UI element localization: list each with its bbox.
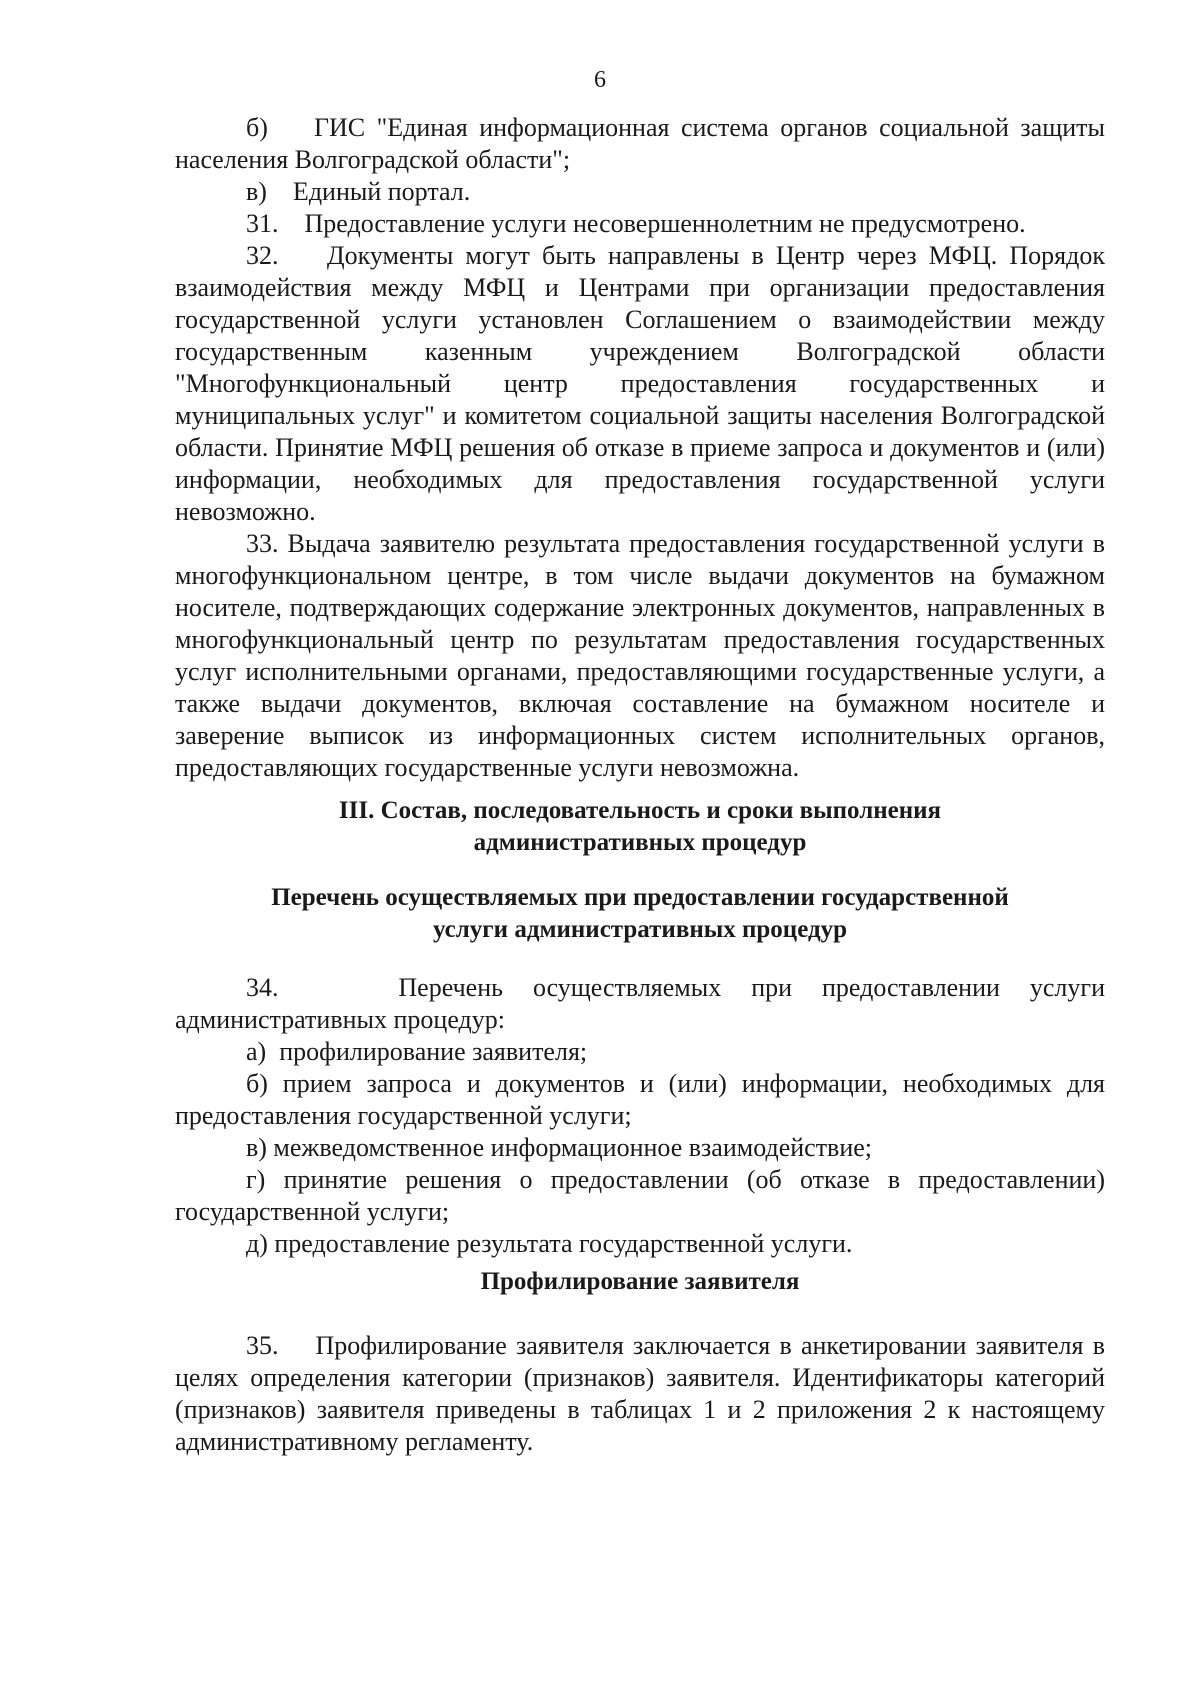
- profiling-heading: [175, 1266, 1105, 1298]
- section-heading-line-2: административных процедур: [473, 829, 807, 856]
- list-item-v-portal: в) Единый портал.: [246, 177, 471, 206]
- list-item-v: в) межведомственное информационное взаимодействие;: [246, 1133, 873, 1162]
- paragraph-33: 33. Выдача заявителю результата предоставления государственной услуги в многофункциональном центре, в том числе выдачи документов на бумажном носителе, подтверждающих содержание электронных документов, направленных в многофункциональный центр по результатам предоставления государственных услуг исполнительными органами, предоставляющими государственные услуги, а также выдачи документов, включая составление на бумажном носителе и заверение выписок из информационных систем исполнительных органов, предоставляющих государственные услуги невозможна.: [175, 529, 1105, 782]
- list-item-a: а) профилирование заявителя;: [246, 1037, 588, 1066]
- paragraph-31: 31. Предоставление услуги несовершеннолетним не предусмотрено.: [246, 209, 1026, 238]
- subsection-heading: [175, 882, 1105, 946]
- paragraph-34: 34. Перечень осуществляемых при предоставлении услуги административных процедур:: [175, 973, 1105, 1034]
- page-number: 6: [594, 67, 606, 93]
- list-item-d: д) предоставление результата государственной услуги.: [246, 1229, 853, 1258]
- section-heading: [175, 795, 1105, 859]
- procedures-list-block: [175, 972, 1105, 1260]
- paragraph-35: 35. Профилирование заявителя заключается в анкетировании заявителя в целях определения категории (признаков) заявителя. Идентификаторы категорий (признаков) заявителя приведены в таблицах 1 и 2 приложения 2 к настоящему административному регламенту.: [175, 1331, 1105, 1456]
- subsection-heading-line-2: услуги административных процедур: [432, 916, 848, 943]
- list-item-b: б) прием запроса и документов и (или) информации, необходимых для предоставления государственной услуги;: [175, 1069, 1105, 1130]
- bottom-text-block: [175, 1330, 1105, 1458]
- profiling-heading-text: Профилирование заявителя: [480, 1268, 800, 1295]
- list-item-g: г) принятие решения о предоставлении (об отказе в предоставлении) государственной услуги;: [175, 1165, 1105, 1226]
- section-heading-line-1: III. Состав, последовательность и сроки выполнения: [338, 797, 942, 824]
- subsection-heading-line-1: Перечень осуществляемых при предоставлении государственной: [271, 884, 1009, 911]
- top-text-block: [175, 112, 1105, 784]
- list-item-b-gis: б) ГИС "Единая информационная система органов социальной защиты населения Волгоградской области";: [175, 113, 1105, 174]
- paragraph-32: 32. Документы могут быть направлены в Центр через МФЦ. Порядок взаимодействия между МФЦ и Центрами при организации предоставления государственной услуги установлен Соглашением о взаимодействии между государственным казенным учреждением Волгоградской области "Многофункциональный центр предоставления государственных и муниципальных услуг" и комитетом социальной защиты населения Волгоградской области. Принятие МФЦ решения об отказе в приеме запроса и документов и (или) информации, необходимых для предоставления государственной услуги невозможно.: [175, 241, 1105, 526]
